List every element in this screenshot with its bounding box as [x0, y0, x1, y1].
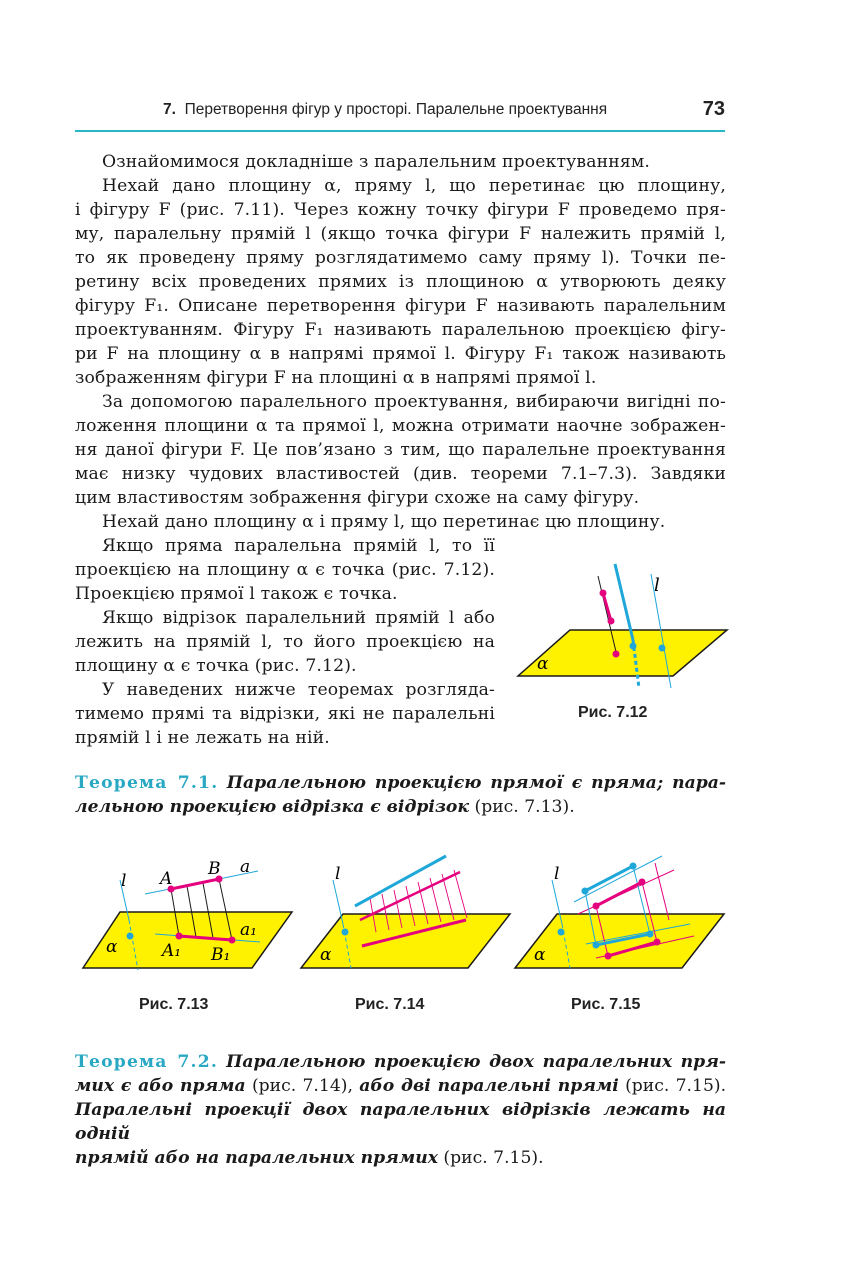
- label-alpha: α: [320, 945, 332, 965]
- label-alpha: α: [106, 937, 118, 957]
- paragraph-setup: Нехай дано площину α і пряму l, що перетинає цю площину.: [102, 512, 666, 532]
- point-a1: [176, 933, 183, 940]
- label-A: A: [160, 869, 173, 889]
- plane-alpha: [301, 914, 510, 968]
- trace-point-l: [558, 929, 565, 936]
- trace-point-l: [659, 645, 666, 652]
- line-l: [333, 880, 343, 924]
- trace-point-l: [127, 933, 134, 940]
- segment-end-top: [600, 590, 607, 597]
- label-l: l: [335, 864, 341, 884]
- paragraph-segment-case: Якщо відрізок паралельний прямій l або лежить на прямій l, то його проекцією на площину α є точка (рис. 7.12).: [75, 608, 495, 676]
- segment-cyan: [585, 866, 633, 891]
- paragraph-line-case: Якщо пряма паралельна прямій l, то її проекцією на площину α є точка (рис. 7.12). Проекцією прямої l також є точка.: [75, 536, 495, 604]
- trace-point-l: [342, 929, 349, 936]
- point-cyan-2: [630, 863, 637, 870]
- label-a: a: [240, 857, 251, 877]
- segment: [603, 593, 611, 621]
- paragraph-properties: За допомогою паралельного проектування, вибираючи вигідні по- ложення площини α та прямої l, можна отримати наочне зображен- ня даної фігури F. Це пов’язано з тим, що паралельне проектування має низку чудових властивостей (див. теореми 7.1–7.3). Завдяки цим властивостям зображення фігури схоже на саму фігуру.: [75, 392, 726, 508]
- trace-point-thick: [630, 643, 637, 650]
- label-l: l: [121, 871, 127, 891]
- caption-7-12: Рис. 7.12: [578, 704, 648, 721]
- point-cyan-proj-2: [647, 931, 654, 938]
- theorem-7-2: Теорема 7.2. Паралельною проекцією двох паралельних пря- мих є або пряма (рис. 7.14), або дві паралельні прямі (рис. 7.15). Паралельні проекції двох паралельних відрізків лежать на одній прямій або на паралельних прямих (рис. 7.15).: [75, 1052, 727, 1168]
- projection-point: [613, 651, 620, 658]
- label-l: l: [654, 575, 660, 596]
- label-A1: A₁: [162, 941, 182, 961]
- plane-alpha: [518, 630, 727, 676]
- point-magenta-2: [639, 879, 646, 886]
- line-thick: [615, 564, 633, 640]
- label-B1: B₁: [211, 945, 231, 965]
- caption-7-14: Рис. 7.14: [355, 996, 425, 1013]
- point-b1: [229, 937, 236, 944]
- caption-7-15: Рис. 7.15: [571, 996, 641, 1013]
- figure-7-12: [515, 560, 730, 695]
- running-header: [75, 98, 725, 132]
- paragraph-note: У наведених нижче теоремах розгляда- тимемо прямі та відрізки, які не паралельні прямій l і не лежать на ній.: [75, 680, 495, 748]
- caption-7-13: Рис. 7.13: [139, 996, 209, 1013]
- label-B: B: [208, 859, 221, 879]
- figure-7-13: [80, 850, 295, 975]
- segment-magenta: [596, 882, 642, 906]
- paragraph-intro: Ознайомимося докладніше з паралельним проектуванням.: [102, 152, 650, 172]
- segment-end-bottom: [608, 618, 615, 625]
- label-alpha: α: [537, 654, 549, 674]
- point-magenta-proj-1: [605, 953, 612, 960]
- figure-7-15: [512, 850, 727, 975]
- label-l: l: [554, 864, 560, 884]
- page-number: 73: [702, 98, 725, 120]
- figure-7-14: [298, 850, 513, 975]
- point-magenta-proj-2: [654, 939, 661, 946]
- theorem-7-1: Теорема 7.1. Паралельною проекцією прямої є пряма; пара- лельною проекцією відрізка є відрізок (рис. 7.13).: [75, 773, 726, 817]
- label-a1: a₁: [240, 920, 257, 940]
- theorem-name: Теорема 7.2.: [75, 1052, 219, 1072]
- line-top: [355, 856, 446, 906]
- point-magenta-1: [593, 903, 600, 910]
- point-cyan-proj-1: [593, 942, 600, 949]
- segment-ab: [171, 879, 219, 889]
- label-alpha: α: [534, 945, 546, 965]
- paragraph-definition: Нехай дано площину α, пряму l, що перетинає цю площину, і фігуру F (рис. 7.11). Через кожну точку фігури F проведемо пря- му, паралельну прямій l (якщо точка фігури F належить прямій l, то як проведену пряму розглядатимемо саму пряму l). Точки пе- ретину всіх проведених прямих із площиною α утворюють деяку фігуру F₁. Описане перетворення фігури F називають паралельним проектуванням. Фігуру F₁ називають паралельною проекцією фігу- ри F на площину α в напрямі прямої l. Фігуру F₁ також називають зображенням фігури F на площині α в напрямі прямої l.: [75, 176, 726, 388]
- chapter-title: 7. Перетворення фігур у просторі. Паралельне проектування: [163, 101, 608, 118]
- point-cyan-1: [582, 888, 589, 895]
- theorem-name: Теорема 7.1.: [75, 773, 219, 793]
